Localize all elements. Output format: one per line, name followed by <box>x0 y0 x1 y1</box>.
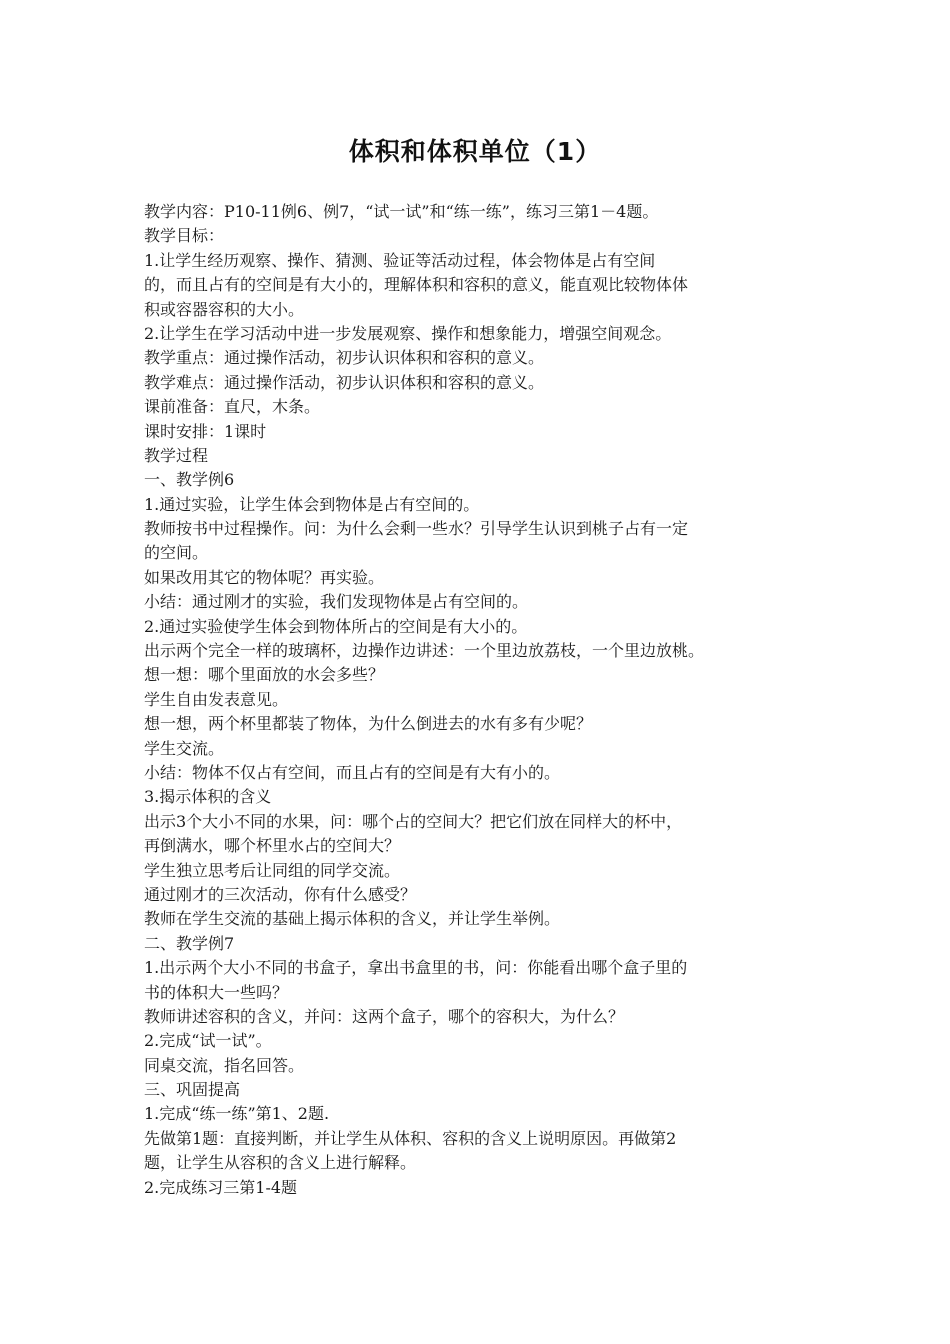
text-line: 1.完成“练一练”第1、2题. <box>144 1104 330 1124</box>
text-line: 先做第1题：直接判断，并让学生从体积、容积的含义上说明原因。再做第2 <box>144 1128 677 1148</box>
text-line: 再倒满水，哪个杯里水占的空间大？ <box>144 836 401 856</box>
text-line: 想一想，两个杯里都装了物体，为什么倒进去的水有多有少呢？ <box>144 714 593 734</box>
text-line: 1.通过实验，让学生体会到物体是占有空间的。 <box>144 494 480 514</box>
text-line: 书的体积大一些吗？ <box>144 982 289 1002</box>
text-line: 教学目标： <box>144 226 225 246</box>
text-line: 出示两个完全一样的玻璃杯，边操作边讲述：一个里边放荔枝，一个里边放桃。 <box>144 641 705 661</box>
text-line: 三、巩固提高 <box>144 1080 241 1100</box>
text-line: 1.出示两个大小不同的书盒子，拿出书盒里的书，问：你能看出哪个盒子里的 <box>144 958 688 978</box>
text-line: 题，让学生从容积的含义上进行解释。 <box>144 1153 417 1173</box>
text-line: 学生独立思考后让同组的同学交流。 <box>144 860 401 880</box>
text-line: 通过刚才的三次活动，你有什么感受？ <box>144 884 417 904</box>
text-line: 同桌交流，指名回答。 <box>144 1055 305 1075</box>
text-line: 2.通过实验使学生体会到物体所占的空间是有大小的。 <box>144 616 528 636</box>
text-line: 1.让学生经历观察、操作、猜测、验证等活动过程，体会物体是占有空间 <box>144 250 656 270</box>
text-line: 教师在学生交流的基础上揭示体积的含义，并让学生举例。 <box>144 909 561 929</box>
text-line: 2.完成练习三第1-4题 <box>144 1177 298 1197</box>
document-body <box>144 200 820 1200</box>
text-line: 出示3个大小不同的水果，问：哪个占的空间大？把它们放在同样大的杯中， <box>144 811 683 831</box>
text-line: 的，而且占有的空间是有大小的，理解体积和容积的意义，能直观比较物体体 <box>144 275 689 295</box>
text-line: 教学难点：通过操作活动，初步认识体积和容积的意义。 <box>144 372 545 392</box>
text-line: 教师按书中过程操作。问：为什么会剩一些水？引导学生认识到桃子占有一定 <box>144 519 689 539</box>
text-line: 教学重点：通过操作活动，初步认识体积和容积的意义。 <box>144 348 545 368</box>
text-line: 教学过程 <box>144 445 209 465</box>
text-line: 教师讲述容积的含义，并问：这两个盒子，哪个的容积大，为什么？ <box>144 1006 625 1026</box>
text-line: 课时安排：1课时 <box>144 421 267 441</box>
text-line: 积或容器容积的大小。 <box>144 299 305 319</box>
text-line: 二、教学例7 <box>144 933 235 953</box>
text-line: 的空间。 <box>144 543 209 563</box>
text-line: 3.揭示体积的含义 <box>144 787 272 807</box>
text-line: 2.让学生在学习活动中进一步发展观察、操作和想象能力，增强空间观念。 <box>144 323 672 343</box>
text-line: 小结：通过刚才的实验，我们发现物体是占有空间的。 <box>144 592 529 612</box>
text-line: 如果改用其它的物体呢？再实验。 <box>144 567 385 587</box>
text-line: 2.完成“试一试”。 <box>144 1031 272 1051</box>
text-line: 教学内容：P10-11例6、例7，“试一试”和“练一练”，练习三第1－4题。 <box>144 202 659 221</box>
text-line: 学生自由发表意见。 <box>144 689 289 709</box>
text-line: 课前准备：直尺，木条。 <box>144 397 321 417</box>
document-title: 体积和体积单位（1） <box>348 137 602 166</box>
text-line: 小结：物体不仅占有空间，而且占有的空间是有大有小的。 <box>144 762 561 782</box>
text-line: 想一想：哪个里面放的水会多些？ <box>144 665 385 685</box>
text-line: 一、教学例6 <box>144 470 235 490</box>
text-line: 学生交流。 <box>144 738 225 758</box>
